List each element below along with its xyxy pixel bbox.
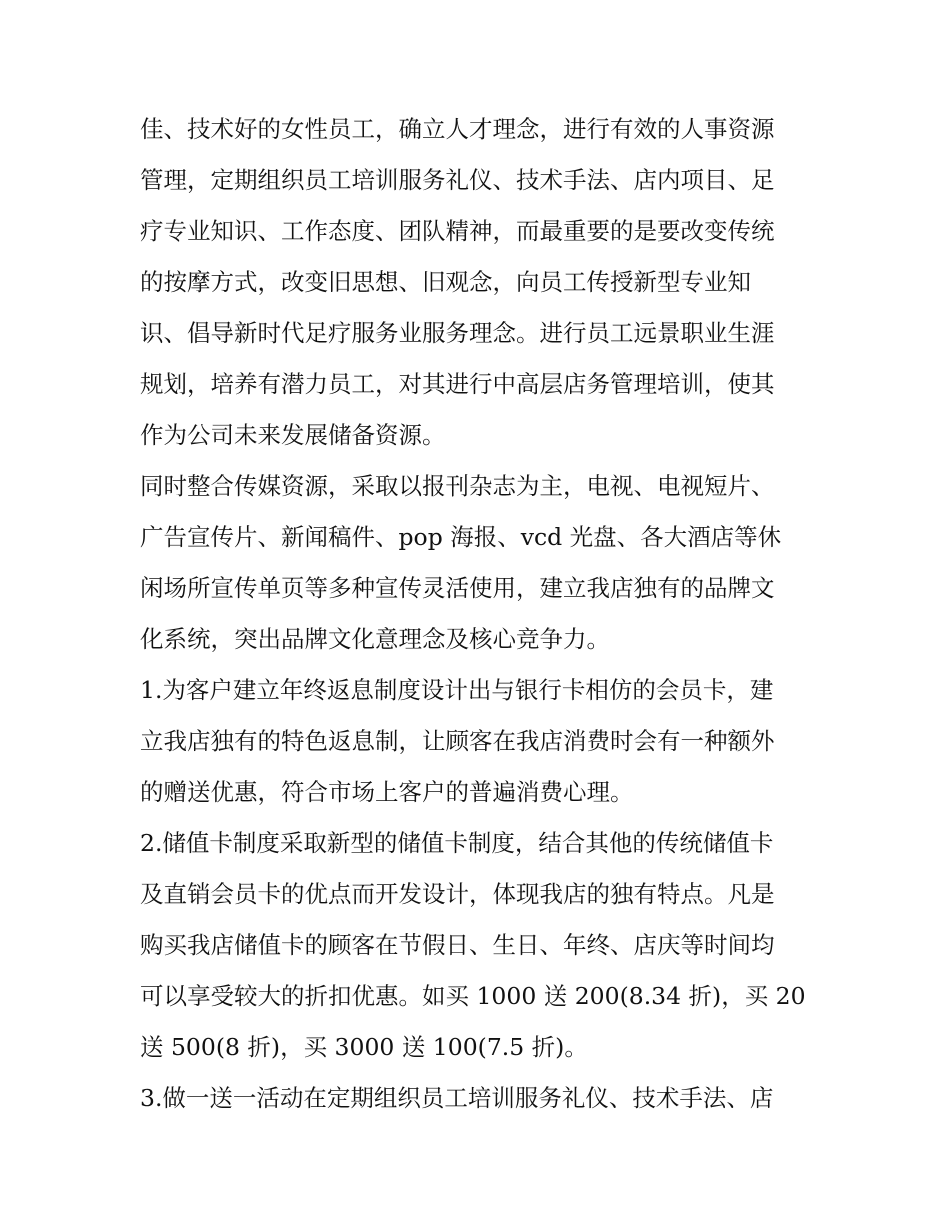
text-line: 可以享受较大的折扣优惠。如买 1000 送 200(8.34 折)，买 20 [140, 982, 806, 1010]
text-line: 送 500(8 折)，买 3000 送 100(7.5 折)。 [140, 1033, 588, 1061]
text-line: 化系统，突出品牌文化意理念及核心竞争力。 [140, 625, 610, 653]
text-line: 的赠送优惠，符合市场上客户的普遍消费心理。 [140, 778, 634, 806]
text-line: 1.为客户建立年终返息制度设计出与银行卡相仿的会员卡，建 [140, 676, 774, 704]
text-line: 规划，培养有潜力员工，对其进行中高层店务管理培训，使其 [140, 370, 775, 398]
text-line: 及直销会员卡的优点而开发设计，体现我店的独有特点。凡是 [140, 880, 775, 908]
text-line: 2.储值卡制度采取新型的储值卡制度，结合其他的传统储值卡 [140, 829, 774, 857]
text-line: 佳、技术好的女性员工，确立人才理念，进行有效的人事资源 [140, 115, 775, 143]
text-line: 广告宣传片、新闻稿件、pop 海报、vcd 光盘、各大酒店等休 [140, 523, 782, 551]
text-line: 管理，定期组织员工培训服务礼仪、技术手法、店内项目、足 [140, 166, 775, 194]
text-line: 3.做一送一活动在定期组织员工培训服务礼仪、技术手法、店 [140, 1084, 774, 1112]
text-line: 立我店独有的特色返息制，让顾客在我店消费时会有一种额外 [140, 727, 775, 755]
text-line: 作为公司未来发展储备资源。 [140, 421, 446, 449]
text-line: 购买我店储值卡的顾客在节假日、生日、年终、店庆等时间均 [140, 931, 775, 959]
text-line: 疗专业知识、工作态度、团队精神，而最重要的是要改变传统 [140, 217, 775, 245]
text-line: 同时整合传媒资源，采取以报刊杂志为主，电视、电视短片、 [140, 472, 775, 500]
text-line: 识、倡导新时代足疗服务业服务理念。进行员工远景职业生涯 [140, 319, 775, 347]
text-line: 闲场所宣传单页等多种宣传灵活使用，建立我店独有的品牌文 [140, 574, 775, 602]
text-line: 的按摩方式，改变旧思想、旧观念，向员工传授新型专业知 [140, 268, 751, 296]
